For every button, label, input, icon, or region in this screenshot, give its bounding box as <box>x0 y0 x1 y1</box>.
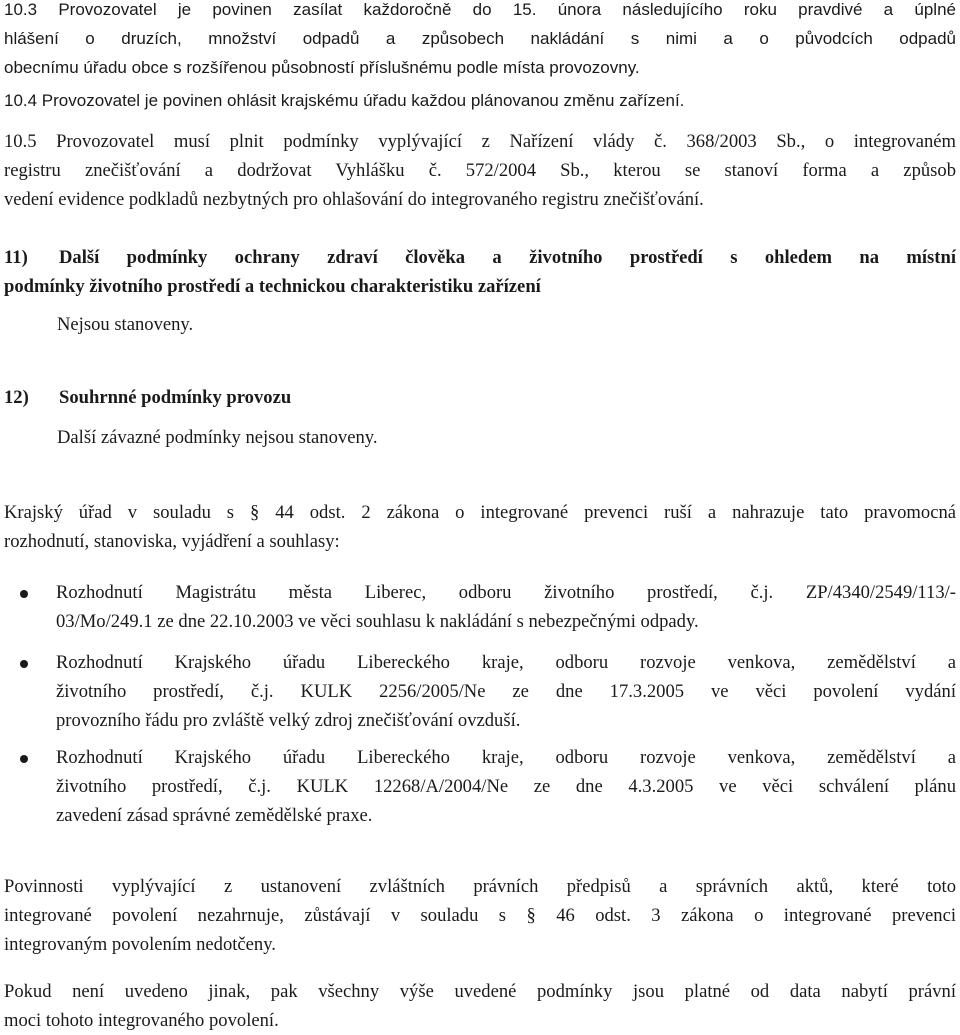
list-item-line-2: životního prostředí, č.j. KULK 12268/A/2004/Ne ze dne 4.3.2005 ve věci schválení plánu <box>56 776 956 797</box>
bullet-icon <box>20 590 28 598</box>
section-11-number: 11) <box>4 247 28 268</box>
section-12-body <box>57 423 937 452</box>
section-11-heading-text-1: Další podmínky ochrany zdraví člověka a životního prostředí s ohledem na místní <box>59 247 956 268</box>
obligations-line-2: integrované povolení nezahrnuje, zůstávají v souladu s § 46 odst. 3 zákona o integrované prevenci <box>4 905 956 926</box>
section-11-heading-line-1 <box>4 243 956 272</box>
intro-line-1: Krajský úřad v souladu s § 44 odst. 2 zákona o integrované prevenci ruší a nahrazuje tato pravomocná <box>4 502 956 523</box>
list-item-line-1: Rozhodnutí Krajského úřadu Libereckého kraje, odboru rozvoje venkova, zemědělství a <box>56 747 956 768</box>
bullet-icon <box>20 660 28 668</box>
section-11-body-text: Nejsou stanoveny. <box>57 314 194 335</box>
section-12-body-text: Další závazné podmínky nejsou stanoveny. <box>57 427 378 448</box>
obligations-line-1: Povinnosti vyplývající z ustanovení zvláštních právních předpisů a správních aktů, které toto <box>4 876 956 897</box>
paragraph-10-5-line-2: registru znečišťování a dodržovat Vyhlášku č. 572/2004 Sb., kterou se stanoví forma a způsob <box>4 160 956 181</box>
intro-line-2: rozhodnutí, stanoviska, vyjádření a souhlasy: <box>4 531 340 552</box>
list-item-line-3: provozního řádu pro zvláště velký zdroj znečišťování ovzduší. <box>56 710 521 731</box>
bullet-icon <box>20 755 28 763</box>
list-item-line-3: zavedení zásad správné zemědělské praxe. <box>56 805 373 826</box>
paragraph-10-4-text: 10.4 Provozovatel je povinen ohlásit krajskému úřadu každou plánovanou změnu zařízení. <box>4 91 685 110</box>
paragraph-10-4 <box>4 86 956 115</box>
validity-line-2: moci tohoto integrovaného povolení. <box>4 1010 279 1031</box>
paragraph-10-3-line-3: obecnímu úřadu obce s rozšířenou působností příslušnému podle místa provozovny. <box>4 58 640 77</box>
paragraph-10-3-line-1: 10.3 Provozovatel je povinen zasílat každoročně do 15. února následujícího roku pravdivé a úplné <box>4 0 956 19</box>
section-11-heading <box>4 243 956 301</box>
section-11-body <box>57 310 937 339</box>
paragraph-10-5-line-3: vedení evidence podkladů nezbytných pro ohlašování do integrovaného registru znečišťování. <box>4 189 704 210</box>
section-12-heading-text: Souhrnné podmínky provozu <box>59 387 292 408</box>
list-item-line-2: životního prostředí, č.j. KULK 2256/2005/Ne ze dne 17.3.2005 ve věci povolení vydání <box>56 681 956 702</box>
list-item-line-1: Rozhodnutí Krajského úřadu Libereckého kraje, odboru rozvoje venkova, zemědělství a <box>56 652 956 673</box>
section-12-number: 12) <box>4 387 29 408</box>
paragraph-10-3-line-2: hlášení o druzích, množství odpadů a způsobech nakládání s nimi a o původcích odpadů <box>4 29 956 48</box>
section-12-heading <box>4 383 956 412</box>
paragraph-10-3 <box>4 0 956 82</box>
validity-paragraph <box>4 977 956 1035</box>
validity-line-1: Pokud není uvedeno jinak, pak všechny výše uvedené podmínky jsou platné od data nabytí právní <box>4 981 956 1002</box>
obligations-line-3: integrovaným povolením nedotčeny. <box>4 934 276 955</box>
paragraph-10-5-line-1: 10.5 Provozovatel musí plnit podmínky vyplývající z Nařízení vlády č. 368/2003 Sb., o integrovaném <box>4 131 956 152</box>
section-11-heading-line-2: podmínky životního prostředí a technickou charakteristiku zařízení <box>4 276 541 297</box>
intro-paragraph <box>4 498 956 556</box>
list-item-line-2: 03/Mo/249.1 ze dne 22.10.2003 ve věci souhlasu k nakládání s nebezpečnými odpady. <box>56 611 699 632</box>
list-item-line-1: Rozhodnutí Magistrátu města Liberec, odboru životního prostředí, č.j. ZP/4340/2549/113/- <box>56 582 956 603</box>
paragraph-10-5 <box>4 127 956 214</box>
obligations-paragraph <box>4 872 956 959</box>
